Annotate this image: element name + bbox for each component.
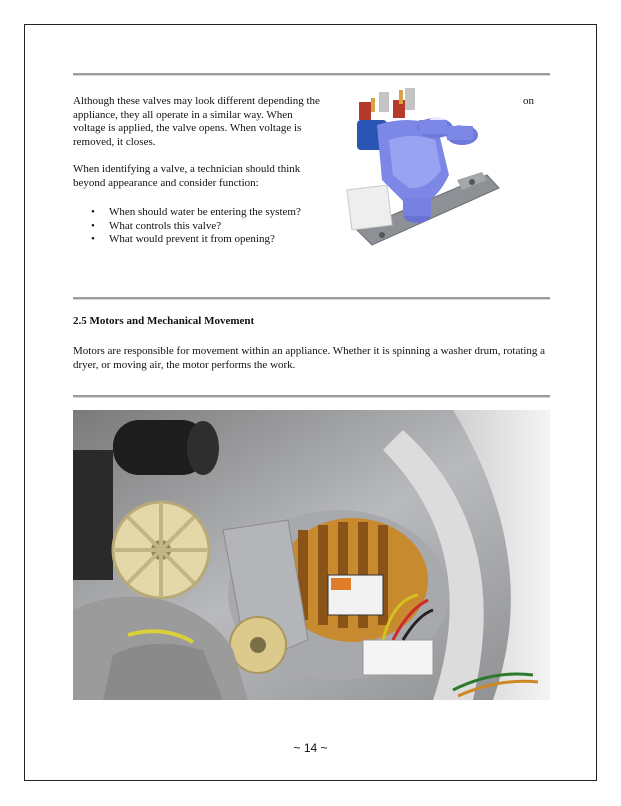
motor-photo	[73, 410, 550, 700]
document-page	[24, 24, 597, 781]
page-number: ~ 14 ~	[293, 741, 328, 755]
identify-valve-paragraph: When identifying a valve, a technician should think beyond appearance and consider function:	[73, 163, 301, 189]
stray-word: on	[523, 95, 534, 107]
list-item: • What would prevent it from opening?	[87, 233, 301, 247]
section-heading: 2.5 Motors and Mechanical Movement	[73, 315, 255, 327]
top-divider	[73, 73, 550, 75]
valves-paragraph: Although these valves may look different depending the appliance, they all operate in a similar way. When voltage is applied, the valve opens. When voltage is removed, it closes.	[73, 95, 320, 148]
bottom-divider	[73, 395, 550, 397]
section-divider	[73, 297, 550, 299]
valve-questions-list	[87, 206, 301, 247]
water-valve-photo	[337, 80, 502, 248]
list-item: • When should water be entering the system?	[87, 206, 301, 220]
motors-paragraph: Motors are responsible for movement within an appliance. Whether it is spinning a washer drum, rotating a dryer, or moving air, the motor performs the work.	[73, 345, 546, 371]
list-item: • What controls this valve?	[87, 220, 301, 234]
